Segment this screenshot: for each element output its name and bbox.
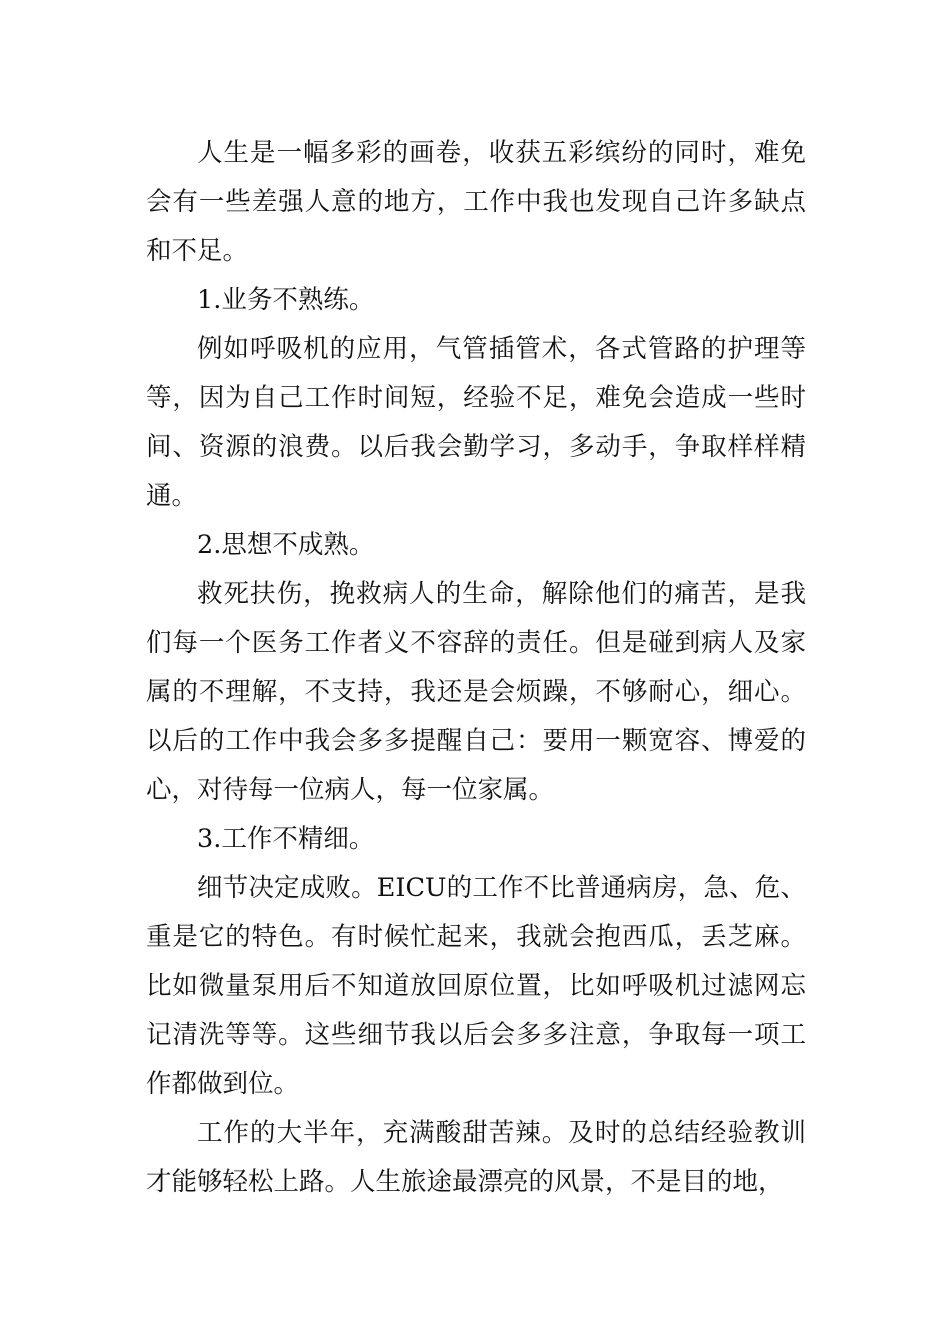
paragraph-intro: 人生是一幅多彩的画卷，收获五彩缤纷的同时，难免会有一些差强人意的地方，工作中我也发现自己许多缺点和不足。: [146, 138, 806, 266]
document-body: [146, 129, 806, 1207]
heading-point-3: 3.工作不精细。: [197, 824, 375, 854]
paragraph-conclusion: 工作的大半年，充满酸甜苦辣。及时的总结经验教训才能够轻松上路。人生旅途最漂亮的风景，不是目的地，: [146, 1118, 806, 1197]
heading-point-1: 1.业务不熟练。: [197, 285, 375, 315]
paragraph-point-2: 救死扶伤，挽救病人的生命，解除他们的痛苦，是我们每一个医务工作者义不容辞的责任。但是碰到病人及家属的不理解，不支持，我还是会烦躁，不够耐心，细心。以后的工作中我会多多提醒自己：要用一颗宽容、博爱的心，对待每一位病人，每一位家属。: [146, 579, 806, 805]
paragraph-point-3: 细节决定成败。EICU的工作不比普通病房，急、危、重是它的特色。有时候忙起来，我就会抱西瓜，丢芝麻。比如微量泵用后不知道放回原位置，比如呼吸机过滤网忘记清洗等等。这些细节我以后会多多注意，争取每一项工作都做到位。: [146, 873, 806, 1099]
heading-point-2: 2.思想不成熟。: [197, 530, 375, 560]
paragraph-point-1: 例如呼吸机的应用，气管插管术，各式管路的护理等等，因为自己工作时间短，经验不足，难免会造成一些时间、资源的浪费。以后我会勤学习，多动手，争取样样精通。: [146, 334, 806, 511]
